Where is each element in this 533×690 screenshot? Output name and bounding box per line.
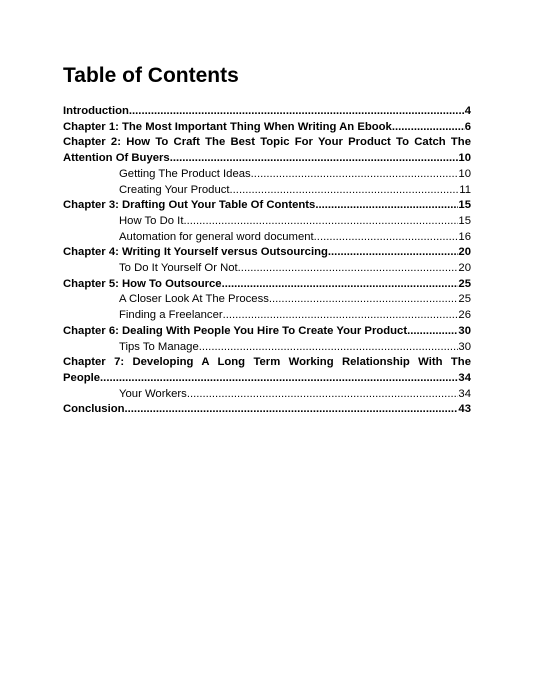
toc-chapter-entry[interactable] xyxy=(63,324,471,340)
toc-entry-line xyxy=(63,324,471,340)
toc-page-number: 26 xyxy=(458,309,471,322)
toc-section-entry[interactable] xyxy=(119,183,471,199)
toc-section-entry[interactable] xyxy=(119,292,471,308)
toc-page-number: 6 xyxy=(464,120,471,133)
toc-entry-title-line: Chapter 7: Developing A Long Term Working Relationship With The xyxy=(63,356,471,369)
dot-leader xyxy=(328,245,459,261)
toc-page-number: 4 xyxy=(464,105,471,117)
toc-entry-line xyxy=(119,340,471,356)
toc-page-number: 34 xyxy=(458,371,471,384)
toc-page-number: 30 xyxy=(458,324,471,337)
dot-leader xyxy=(187,387,459,403)
toc-entry-line xyxy=(63,120,471,136)
dot-leader xyxy=(230,183,460,199)
toc-section-entry[interactable] xyxy=(119,230,471,246)
toc-entry-label: To Do It Yourself Or Not xyxy=(119,262,238,275)
dot-leader xyxy=(125,402,459,418)
toc-entry-label: Attention Of Buyers xyxy=(63,152,170,165)
dot-leader xyxy=(314,230,459,246)
toc-entry-label: Your Workers xyxy=(119,387,187,400)
toc-chapter-entry[interactable] xyxy=(63,245,471,261)
toc-page-number: 10 xyxy=(458,167,471,180)
toc-entry-line xyxy=(63,402,471,418)
toc-page-number: 11 xyxy=(459,183,471,196)
toc-entry-line xyxy=(63,151,471,167)
toc-page-number: 16 xyxy=(458,230,471,243)
toc-section-entry[interactable] xyxy=(119,214,471,230)
dot-leader xyxy=(251,167,459,183)
toc-entry-label: Chapter 6: Dealing With People You Hire To Create Your Product xyxy=(63,324,408,337)
toc-entry-label: People xyxy=(63,371,101,384)
toc-entry-label: Chapter 1: The Most Important Thing When Writing An Ebook xyxy=(63,120,392,133)
toc-entry-label: Chapter 5: How To Outsource xyxy=(63,277,222,290)
toc-entry-line xyxy=(63,198,471,214)
toc-entry-title-line: Chapter 2: How To Craft The Best Topic For Your Product To Catch The xyxy=(63,136,471,149)
toc-chapter-entry[interactable] xyxy=(63,120,471,136)
toc-entry-line xyxy=(63,245,471,261)
dot-leader xyxy=(100,371,458,387)
dot-leader xyxy=(269,292,459,308)
toc-page-number: 30 xyxy=(458,340,471,353)
toc-page-number: 25 xyxy=(458,277,471,290)
toc-chapter-entry[interactable] xyxy=(63,402,471,418)
toc-chapter-entry[interactable] xyxy=(63,355,471,386)
toc-entry-label: Chapter 3: Drafting Out Your Table Of Contents xyxy=(63,199,316,212)
toc-entry-label: Introduction xyxy=(63,105,129,117)
dot-leader xyxy=(238,261,459,277)
toc-entry-label: Chapter 4: Writing It Yourself versus Outsourcing xyxy=(63,246,328,259)
dot-leader xyxy=(199,340,459,356)
toc-section-entry[interactable] xyxy=(119,308,471,324)
dot-leader xyxy=(222,277,459,293)
toc-entry-line xyxy=(63,104,471,120)
toc-entry-label: A Closer Look At The Process xyxy=(119,293,269,306)
toc-entry-label: Getting The Product Ideas xyxy=(119,167,251,180)
dot-leader xyxy=(407,324,458,340)
toc-entry-line xyxy=(63,371,471,387)
toc-section-entry[interactable] xyxy=(119,387,471,403)
toc-entry-label: Automation for general word document xyxy=(119,230,314,243)
toc-entry-label: Conclusion xyxy=(63,403,125,416)
toc-entry-line xyxy=(119,214,471,230)
toc-entry-line xyxy=(119,261,471,277)
dot-leader xyxy=(315,198,458,214)
toc-entry-label: Tips To Manage xyxy=(119,340,199,353)
toc-chapter-entry[interactable] xyxy=(63,277,471,293)
toc-page-number: 20 xyxy=(458,246,471,259)
toc-entry-label: Creating Your Product xyxy=(119,183,230,196)
table-of-contents xyxy=(63,104,471,418)
dot-leader xyxy=(392,120,465,136)
dot-leader xyxy=(223,308,459,324)
toc-section-entry[interactable] xyxy=(119,261,471,277)
toc-page-number: 25 xyxy=(458,293,471,306)
toc-entry-label: How To Do It xyxy=(119,214,184,227)
toc-page-number: 10 xyxy=(458,152,471,165)
toc-page-number: 34 xyxy=(458,387,471,400)
dot-leader xyxy=(129,104,465,120)
toc-entry-line xyxy=(119,292,471,308)
toc-entry-line xyxy=(119,230,471,246)
toc-entry-line xyxy=(63,277,471,293)
dot-leader xyxy=(183,214,458,230)
toc-chapter-entry[interactable] xyxy=(63,135,471,166)
toc-entry-label: Finding a Freelancer xyxy=(119,309,223,322)
toc-page-number: 43 xyxy=(458,403,471,416)
toc-chapter-entry[interactable] xyxy=(63,104,471,120)
dot-leader xyxy=(170,151,459,167)
toc-page-number: 20 xyxy=(458,262,471,275)
toc-section-entry[interactable] xyxy=(119,167,471,183)
toc-entry-line xyxy=(119,308,471,324)
toc-page-number: 15 xyxy=(458,214,471,227)
toc-page-number: 15 xyxy=(458,199,471,212)
toc-chapter-entry[interactable] xyxy=(63,198,471,214)
toc-section-entry[interactable] xyxy=(119,340,471,356)
toc-entry-line xyxy=(119,387,471,403)
page-title: Table of Contents xyxy=(63,64,239,87)
toc-entry-line xyxy=(119,183,471,199)
toc-entry-line xyxy=(119,167,471,183)
